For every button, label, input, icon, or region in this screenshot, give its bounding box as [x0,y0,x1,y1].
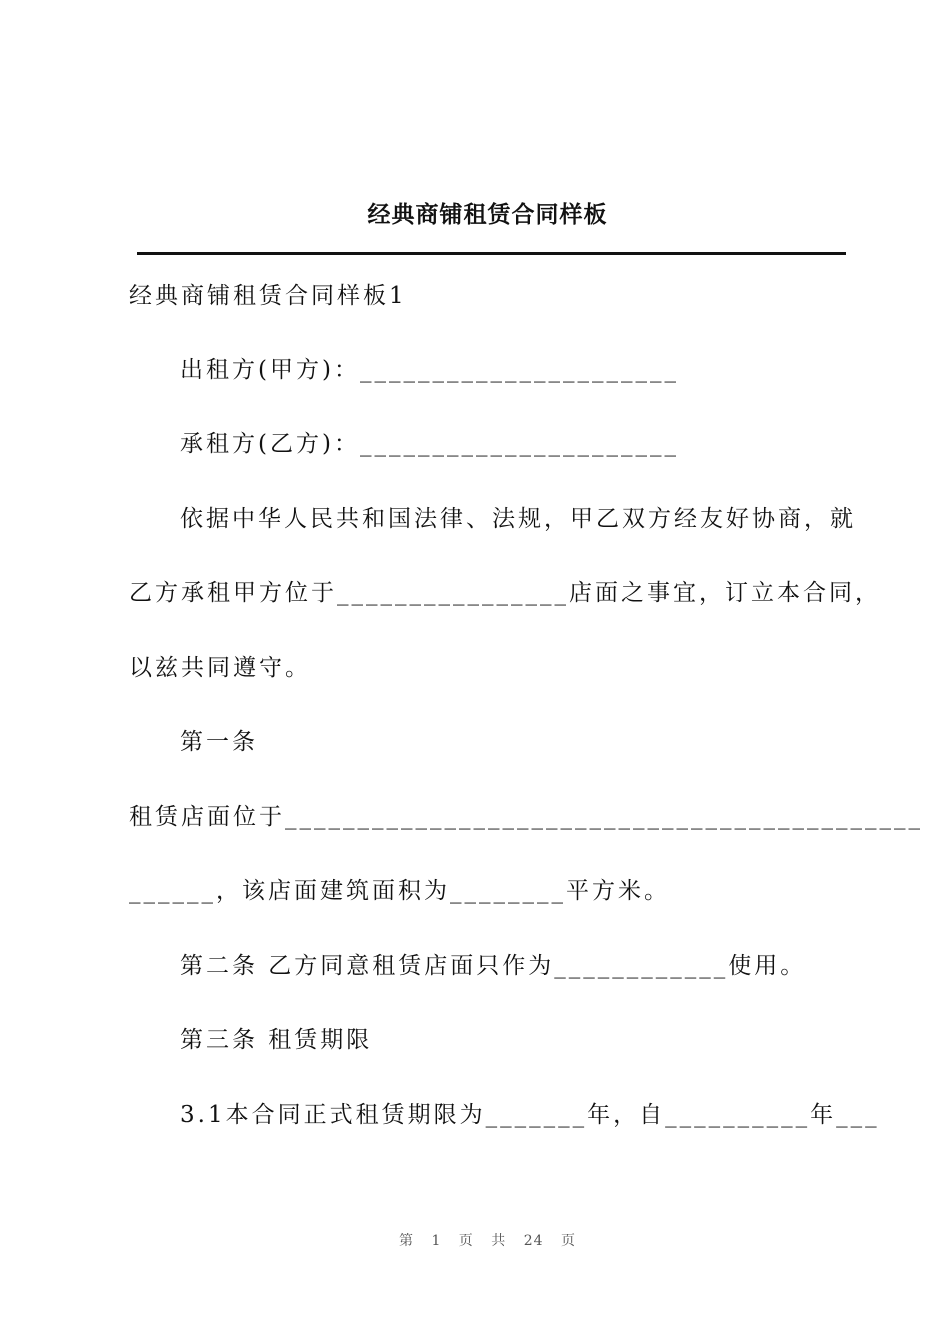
article-1-heading: 第一条 [180,729,258,755]
title-underline [137,252,846,255]
article-3-heading: 第三条 租赁期限 [180,1027,373,1053]
preamble-line-3: 以兹共同遵守。 [129,655,311,681]
article-2-line: 第二条 乙方同意租赁店面只作为____________使用。 [180,953,807,979]
article-1-area-line: ______，该店面建筑面积为________平方米。 [129,878,670,904]
lessor-line: 出租方(甲方)：______________________ [180,357,679,383]
contract-subtitle: 经典商铺租赁合同样板1 [129,283,407,309]
article-1-location-line: 租赁店面位于____________________________________________ [129,804,923,830]
lessee-line: 承租方(乙方)：______________________ [180,431,679,457]
page-number-footer: 第 1 页 共 24 页 [399,1233,576,1249]
preamble-line-2: 乙方承租甲方位于________________店面之事宜，订立本合同， [129,580,881,606]
clause-3-1-line: 3.1本合同正式租赁期限为_______年，自__________年___ [180,1102,880,1128]
preamble-line-1: 依据中华人民共和国法律、法规，甲乙双方经友好协商，就 [180,506,856,532]
document-title: 经典商铺租赁合同样板 [367,201,608,228]
